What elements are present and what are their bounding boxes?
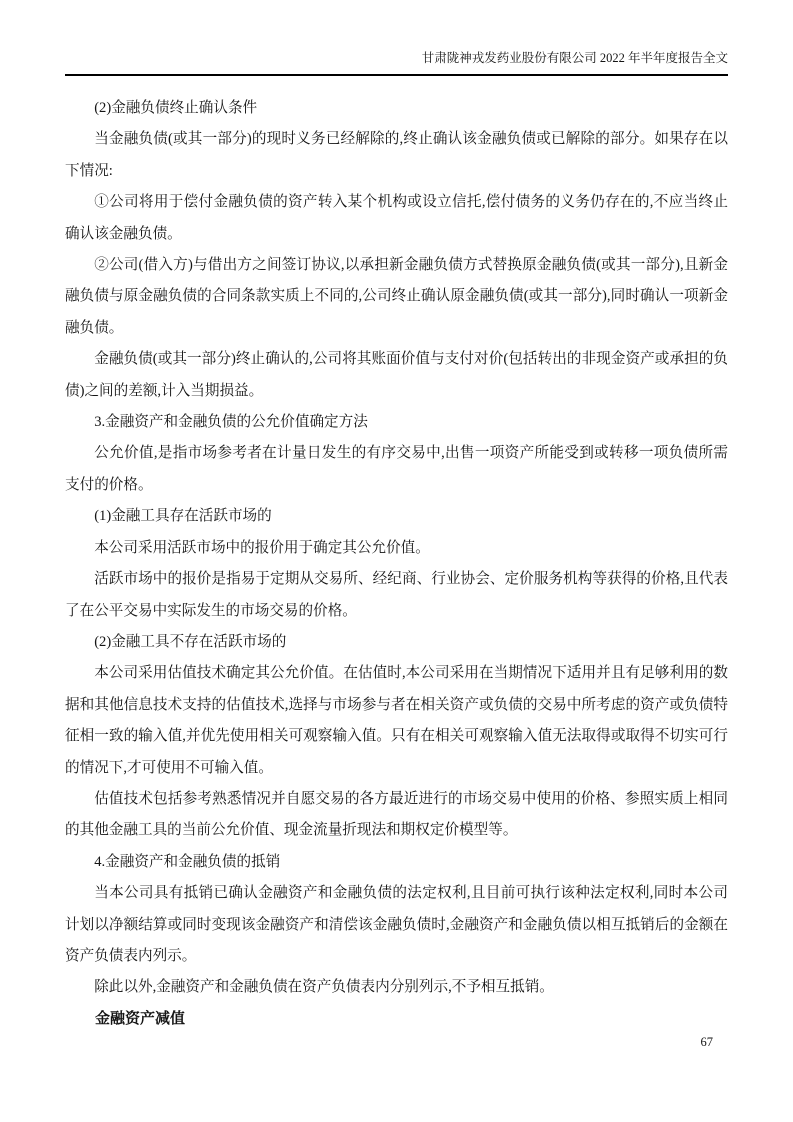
paragraph: 公允价值,是指市场参考者在计量日发生的有序交易中,出售一项资产所能受到或转移一项负债所需支付的价格。	[65, 445, 728, 493]
paragraph: 估值技术包括参考熟悉情况并自愿交易的各方最近进行的市场交易中使用的价格、参照实质上相同的其他金融工具的当前公允价值、现金流量折现法和期权定价模型等。	[65, 790, 728, 839]
page-number: 67	[700, 1035, 713, 1049]
paragraph: 金融负债(或其一部分)终止确认的,公司将其账面价值与支付对价(包括转出的非现金资产或承担的负债)之间的差额,计入当期损益。	[65, 351, 728, 399]
paragraph: (1)金融工具存在活跃市场的	[94, 508, 272, 525]
header-title: 甘肃陇神戎发药业股份有限公司 2022 年半年度报告全文	[421, 51, 728, 65]
paragraph: ①公司将用于偿付金融负债的资产转入某个机构或设立信托,偿付债务的义务仍存在的,不应当终止确认该金融负债。	[65, 194, 728, 242]
paragraph: 活跃市场中的报价是指易于定期从交易所、经纪商、行业协会、定价服务机构等获得的价格,且代表了在公平交易中实际发生的市场交易的价格。	[65, 571, 728, 619]
paragraph: (2)金融工具不存在活跃市场的	[94, 633, 287, 650]
page-footer	[701, 1034, 714, 1050]
paragraph: (2)金融负债终止确认条件	[94, 100, 258, 116]
paragraph: 本公司采用活跃市场中的报价用于确定其公允价值。	[94, 539, 430, 556]
paragraph: ②公司(借入方)与借出方之间签订协议,以承担新金融负债方式替换原金融负债(或其一部分),且新金融负债与原金融负债的合同条款实质上不同的,公司终止确认原金融负债(或其一部分),同时确认一项新金融负债。	[65, 257, 728, 336]
document-body	[65, 93, 728, 1035]
paragraph: 除此以外,金融资产和金融负债在资产负债表内分别列示,不予相互抵销。	[94, 979, 554, 996]
paragraph: 当金融负债(或其一部分)的现时义务已经解除的,终止确认该金融负债或已解除的部分。如果存在以下情况:	[65, 131, 728, 179]
paragraph: 4.金融资产和金融负债的抵销	[94, 853, 281, 870]
page-header	[65, 50, 728, 76]
paragraph: 当本公司具有抵销已确认金融资产和金融负债的法定权利,且目前可执行该种法定权利,同时本公司计划以净额结算或同时变现该金融资产和清偿该金融负债时,金融资产和金融负债以相互抵销后的金额在资产负债表内列示。	[65, 885, 728, 964]
paragraph: 3.金融资产和金融负债的公允价值确定方法	[94, 414, 368, 431]
paragraph: 金融资产减值	[95, 1010, 186, 1027]
paragraph: 本公司采用估值技术确定其公允价值。在估值时,本公司采用在当期情况下适用并且有足够利用的数据和其他信息技术支持的估值技术,选择与市场参与者在相关资产或负债的交易中所考虑的资产或负债特征相一致的输入值,并优先使用相关可观察输入值。只有在相关可观察输入值无法取得或取得不切实可行的情况下,才可使用不可输入值。	[65, 665, 728, 776]
